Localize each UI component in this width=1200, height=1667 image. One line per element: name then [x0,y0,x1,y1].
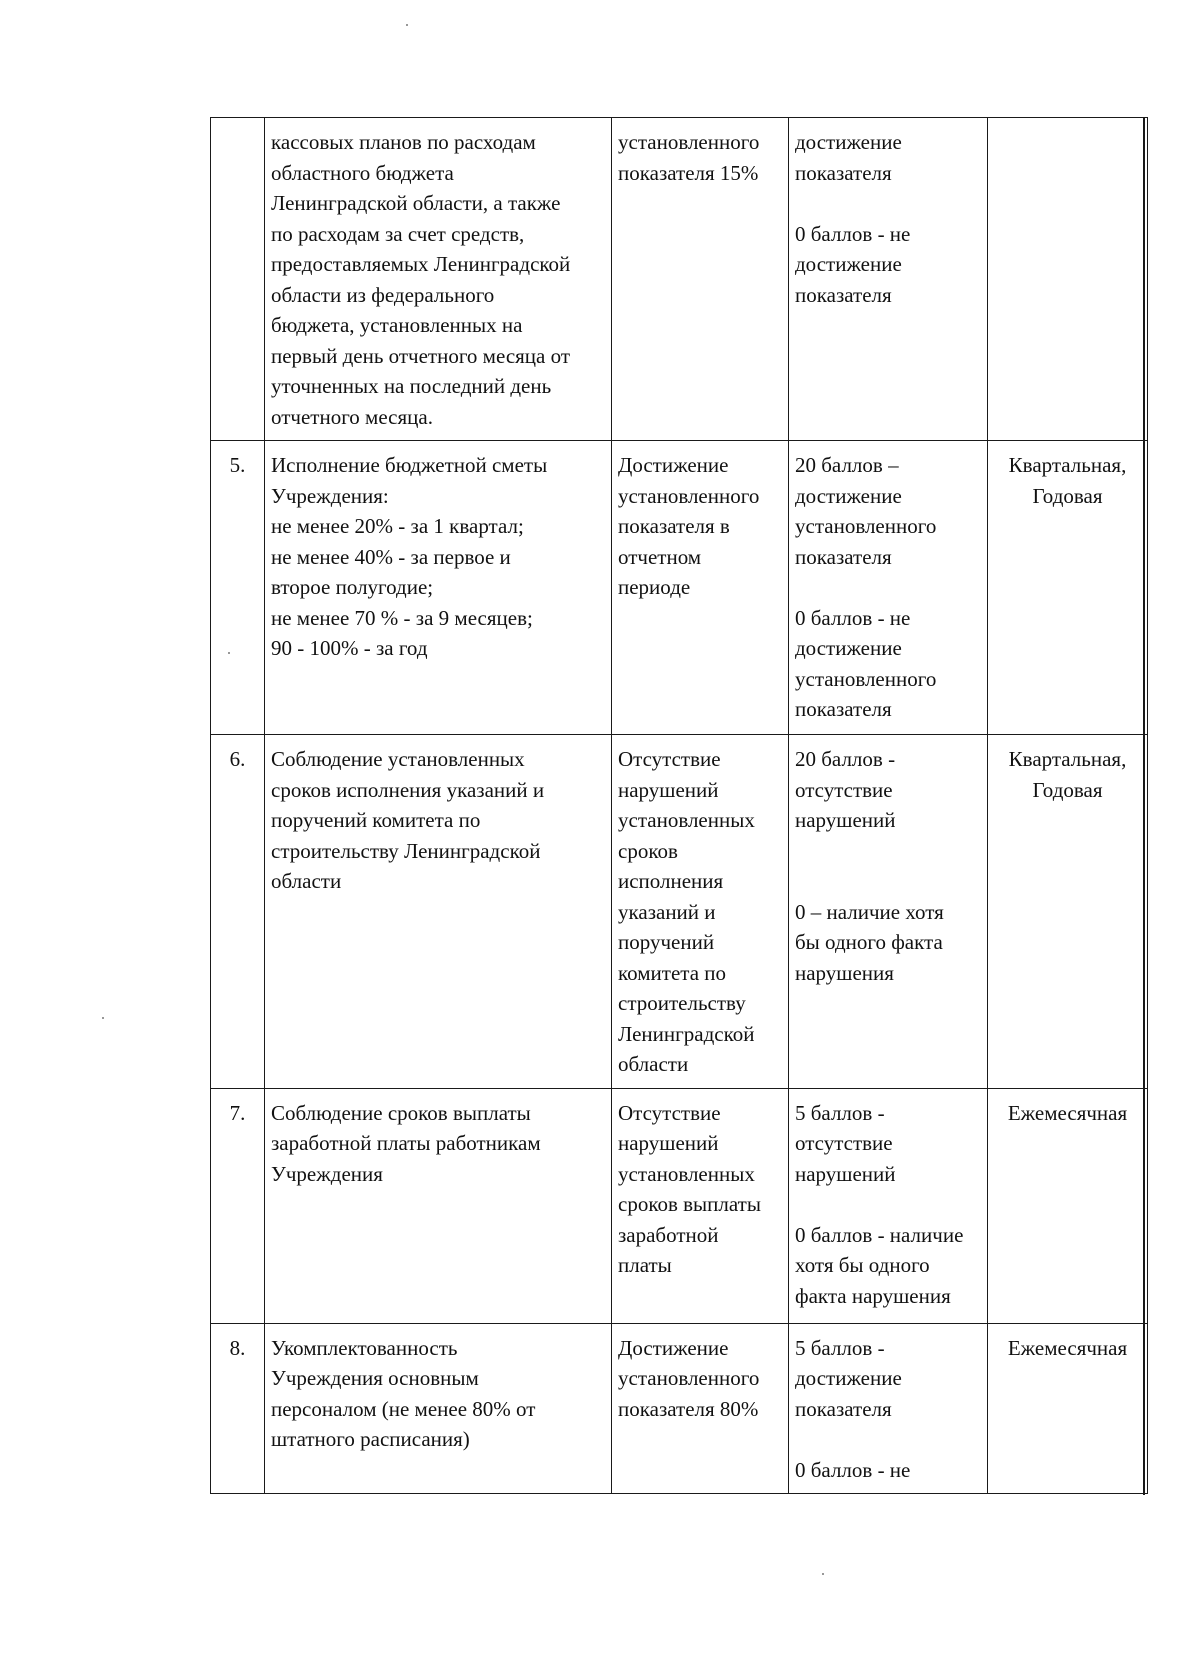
period-cell [988,118,1148,441]
row-number: 7. [211,1088,265,1323]
condition-cell: Достижение установленного показателя в отчетном периоде [612,441,789,735]
table-double-border [1143,117,1145,1495]
condition-cell: Отсутствие нарушений установленных сроков исполнения указаний и поручений комитета по строительству Ленинградской области [612,735,789,1089]
row-number: 8. [211,1323,265,1494]
score-cell: 20 баллов – достижение установленного показателя 0 баллов - не достижение установленного показателя [789,441,988,735]
row-number: 5. [211,441,265,735]
period-cell: Ежемесячная [988,1323,1148,1494]
table-row [211,1088,1148,1323]
criterion-cell: Соблюдение установленных сроков исполнения указаний и поручений комитета по строительству Ленинградской области [265,735,612,1089]
condition-cell: Отсутствие нарушений установленных сроков выплаты заработной платы [612,1088,789,1323]
criteria-table [210,117,1148,1494]
criterion-cell: Исполнение бюджетной сметы Учреждения: не менее 20% - за 1 квартал; не менее 40% - за первое и второе полугодие; не менее 70 % - за 9 месяцев; 90 - 100% - за год [265,441,612,735]
row-number [211,118,265,441]
scan-speck [822,1573,824,1575]
score-cell: 5 баллов - достижение показателя 0 баллов - не [789,1323,988,1494]
row-number: 6. [211,735,265,1089]
table-row [211,1323,1148,1494]
score-cell: 5 баллов - отсутствие нарушений 0 баллов - наличие хотя бы одного факта нарушения [789,1088,988,1323]
scan-speck [102,1017,104,1019]
table-row [211,441,1148,735]
condition-cell: Достижение установленного показателя 80% [612,1323,789,1494]
scan-speck [228,652,230,654]
table-row [211,118,1148,441]
criterion-cell: кассовых планов по расходам областного бюджета Ленинградской области, а также по расходам за счет средств, предоставляемых Ленинградской области из федерального бюджета, установленных на первый день отчетного месяца от уточненных на последний день отчетного месяца. [265,118,612,441]
score-cell: 20 баллов - отсутствие нарушений 0 – наличие хотя бы одного факта нарушения [789,735,988,1089]
period-cell: Ежемесячная [988,1088,1148,1323]
period-cell: Квартальная, Годовая [988,735,1148,1089]
scan-speck [406,24,408,26]
period-cell: Квартальная, Годовая [988,441,1148,735]
condition-cell: установленного показателя 15% [612,118,789,441]
criterion-cell: Соблюдение сроков выплаты заработной платы работникам Учреждения [265,1088,612,1323]
criterion-cell: Укомплектованность Учреждения основным персоналом (не менее 80% от штатного расписания) [265,1323,612,1494]
table-row [211,735,1148,1089]
score-cell: достижение показателя 0 баллов - не достижение показателя [789,118,988,441]
